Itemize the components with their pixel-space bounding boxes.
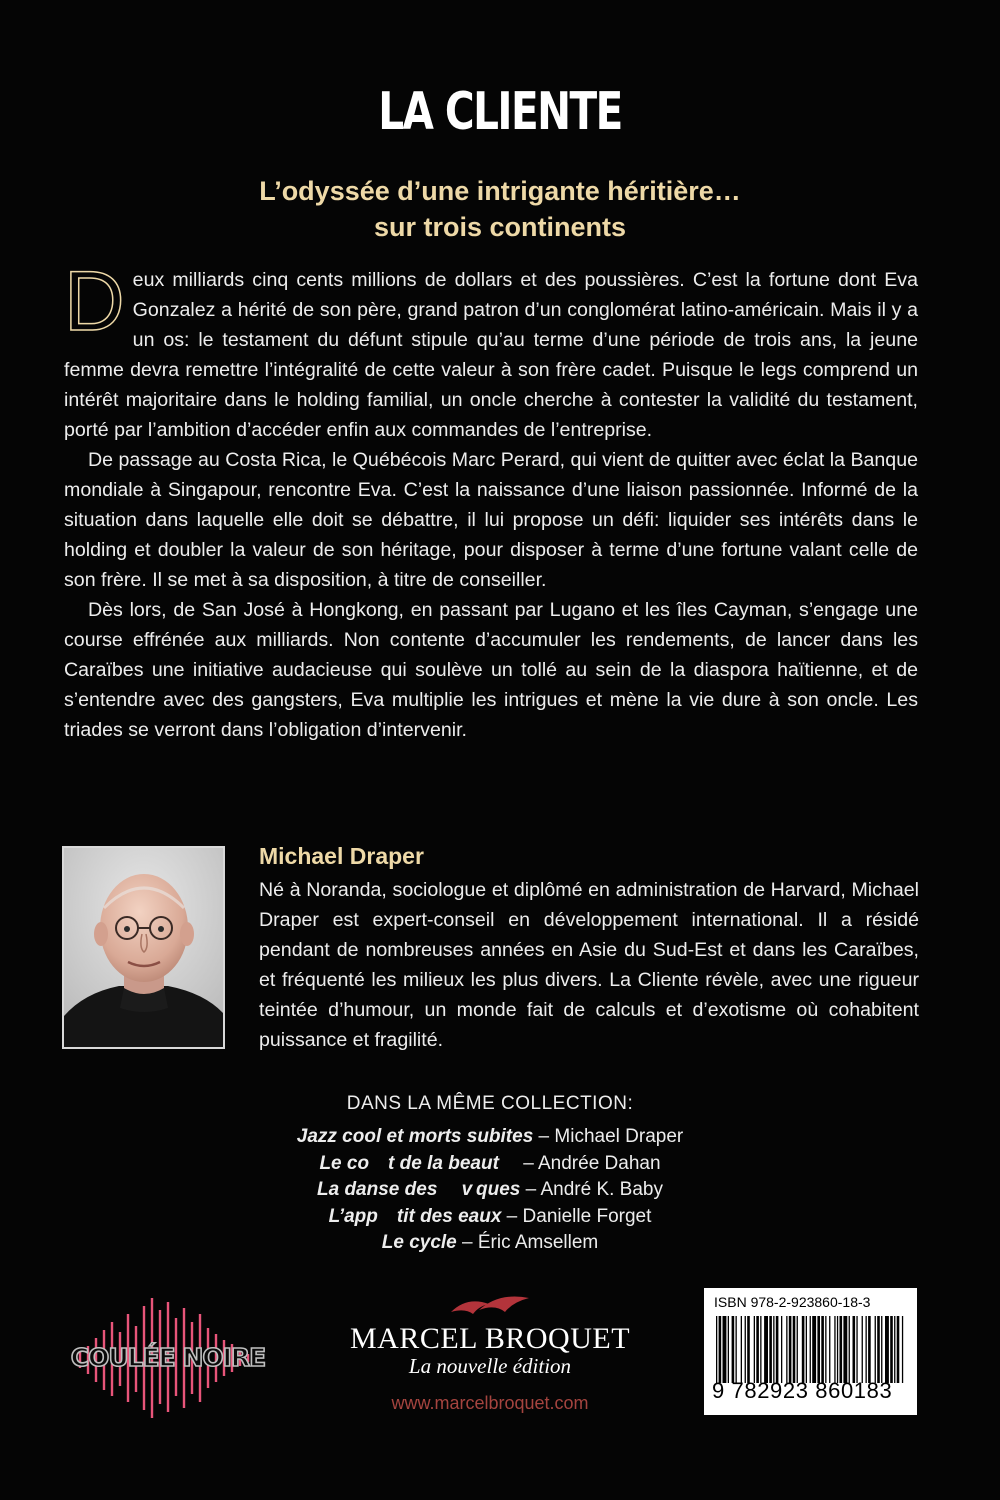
barcode-bar <box>868 1316 871 1383</box>
collection-header: DANS LA MÊME COLLECTION: <box>346 1093 634 1114</box>
barcode-bar <box>862 1316 863 1383</box>
barcode-bar <box>797 1316 798 1383</box>
barcode-bar <box>741 1316 742 1383</box>
barcode-bar <box>802 1316 805 1383</box>
barcode-bar <box>877 1316 880 1383</box>
barcode-bar <box>781 1316 782 1383</box>
barcode-bar <box>817 1316 820 1383</box>
barcode-bar <box>881 1316 882 1383</box>
publisher-website[interactable]: www.marcelbroquet.com <box>391 1393 589 1413</box>
barcode-bar <box>773 1316 774 1383</box>
barcode-bar <box>885 1316 889 1383</box>
barcode-bar <box>745 1316 746 1383</box>
barcode-bar <box>716 1316 717 1383</box>
barcode-bars <box>712 1316 909 1383</box>
collection-book-title: Le co t de la beaut <box>319 1152 518 1174</box>
barcode-bar <box>853 1316 856 1383</box>
barcode-bar <box>760 1316 761 1383</box>
isbn-barcode <box>704 1288 917 1415</box>
author-portrait-image <box>64 848 223 1047</box>
book-subtitle <box>0 173 1000 245</box>
collection-item <box>0 1230 980 1257</box>
barcode-bar <box>810 1316 811 1383</box>
publisher-tagline: La nouvelle édition <box>408 1354 572 1378</box>
barcode-bar <box>747 1316 750 1383</box>
barcode-bar <box>897 1316 900 1383</box>
barcode-bar <box>754 1316 755 1383</box>
coulee-noire-logo-text: COULÉE NOIRE <box>70 1343 266 1372</box>
barcode-bar <box>875 1316 876 1383</box>
barcode-bar <box>890 1316 893 1383</box>
synopsis-paragraph-1-text: eux milliards cinq cents millions de dollars et des poussières. C’est la fortune dont Eva Gonzalez a hérité de son père, grand patron d’un conglomérat latino-américain. Mais il y a un os: le testament du défunt stipule qu’au terme d’une période de trois ans, la jeune femme devra remettre l’intégralité de cette valeur à son frère cadet. Puisque le legs comprend un intérêt majoritaire dans le holding familial, un oncle cherche à contester la validité du testament, porté par l’ambition d’accéder enfin aux commandes de l’entreprise. <box>64 269 918 441</box>
barcode-bar <box>825 1316 826 1383</box>
barcode-bar <box>736 1316 737 1383</box>
synopsis-paragraph-1 <box>64 254 918 445</box>
collection-book-author: – André K. Baby <box>520 1179 663 1200</box>
barcode-bar <box>769 1316 772 1383</box>
barcode-bar <box>756 1316 759 1383</box>
barcode-bar <box>821 1316 824 1383</box>
barcode-bar <box>732 1316 735 1383</box>
collection-book-author: – Andrée Dahan <box>517 1152 661 1174</box>
collection-item <box>0 1124 980 1151</box>
barcode-bar <box>806 1316 807 1383</box>
author-bio: Né à Noranda, sociologue et diplômé en administration de Harvard, Michael Draper est expert-conseil en développement international. Il a résidé pendant de nombreuses années en Asie du Sud-Est et dans les Caraïbes, et fréquenté les milieux les plus divers. La Cliente révèle, avec une rigueur teintée d’humour, un monde fait de calculs et d’exotisme où cohabitent puissance et fragilité. <box>259 879 919 1051</box>
barcode-bar <box>723 1316 727 1383</box>
barcode-bar <box>894 1316 895 1383</box>
barcode-bar <box>789 1316 792 1383</box>
publisher-name: MARCEL BROQUET <box>349 1322 631 1355</box>
barcode-bar <box>840 1316 843 1383</box>
barcode-bar <box>786 1316 787 1383</box>
barcode-bar <box>834 1316 835 1383</box>
collection-book-title: La danse des v ques <box>317 1179 521 1200</box>
collection-list <box>0 1124 980 1257</box>
barcode-bar <box>902 1316 903 1383</box>
collection-book-author: – Danielle Forget <box>501 1205 652 1227</box>
isbn-label: ISBN 978-2-923860-18-3 <box>714 1294 871 1310</box>
barcode-bar <box>856 1316 857 1383</box>
barcode-bar <box>764 1316 768 1383</box>
author-photo <box>62 846 225 1049</box>
barcode-bar <box>812 1316 816 1383</box>
barcode-bar <box>866 1316 867 1383</box>
collection-book-title: L’app tit des eaux <box>328 1205 502 1227</box>
publisher-block <box>340 1290 640 1414</box>
publisher-birds-icon <box>449 1290 531 1320</box>
collection-item <box>0 1204 980 1231</box>
synopsis <box>64 254 918 745</box>
barcode-bar <box>719 1316 722 1383</box>
coulee-noire-logo <box>60 1292 276 1422</box>
barcode-bar <box>849 1316 850 1383</box>
barcode-digits: 9 782923 860183 <box>712 1378 893 1403</box>
barcode-bar <box>829 1316 830 1383</box>
barcode-bar <box>776 1316 779 1383</box>
collection-item <box>0 1151 980 1178</box>
barcode-bar <box>843 1316 847 1383</box>
collection-book-author: – Éric Amsellem <box>456 1232 599 1253</box>
drop-cap: D <box>64 254 125 348</box>
coulee-noire-logo-graphic <box>60 1292 276 1422</box>
collection-item <box>0 1177 980 1204</box>
subtitle-line-1: L’odyssée d’une intrigante héritière… <box>259 176 741 206</box>
barcode-bar <box>837 1316 838 1383</box>
barcode-bar <box>793 1316 796 1383</box>
collection-book-title: Jazz cool et morts subites <box>296 1126 534 1147</box>
collection-book-title: Le cycle <box>381 1232 457 1253</box>
collection-book-author: – Michael Draper <box>533 1126 684 1147</box>
subtitle-line-2: sur trois continents <box>373 212 627 242</box>
book-title: LA CLIENTE <box>378 82 622 142</box>
author-name: Michael Draper <box>259 843 424 869</box>
synopsis-paragraph-3: Dès lors, de San José à Hongkong, en passant par Lugano et les îles Cayman, s’engage une course effrénée aux milliards. Non contente d’accumuler les rendements, de lancer dans les Caraïbes une initiative audacieuse qui soulève un tollé au sein de la diaspora haïtienne, et de s’entendre avec des gangsters, Eva multiplie les intrigues et mène la vie dure à son oncle. Les triades se verront dans l’obligation d’intervenir. <box>64 599 918 741</box>
barcode-bar <box>728 1316 729 1383</box>
synopsis-paragraph-2: De passage au Costa Rica, le Québécois Marc Perard, qui vient de quitter avec éclat la Banque mondiale à Singapour, rencontre Eva. C’est la naissance d’une liaison passionnée. Informé de la situation dans laquelle elle doit se débattre, il lui propose un défi: liquider ses intérêts dans le holding et doubler la valeur de son héritage, pour disposer à terme d’une fortune valant celle de son frère. Il se met à sa disposition, à titre de conseiller. <box>64 449 918 591</box>
